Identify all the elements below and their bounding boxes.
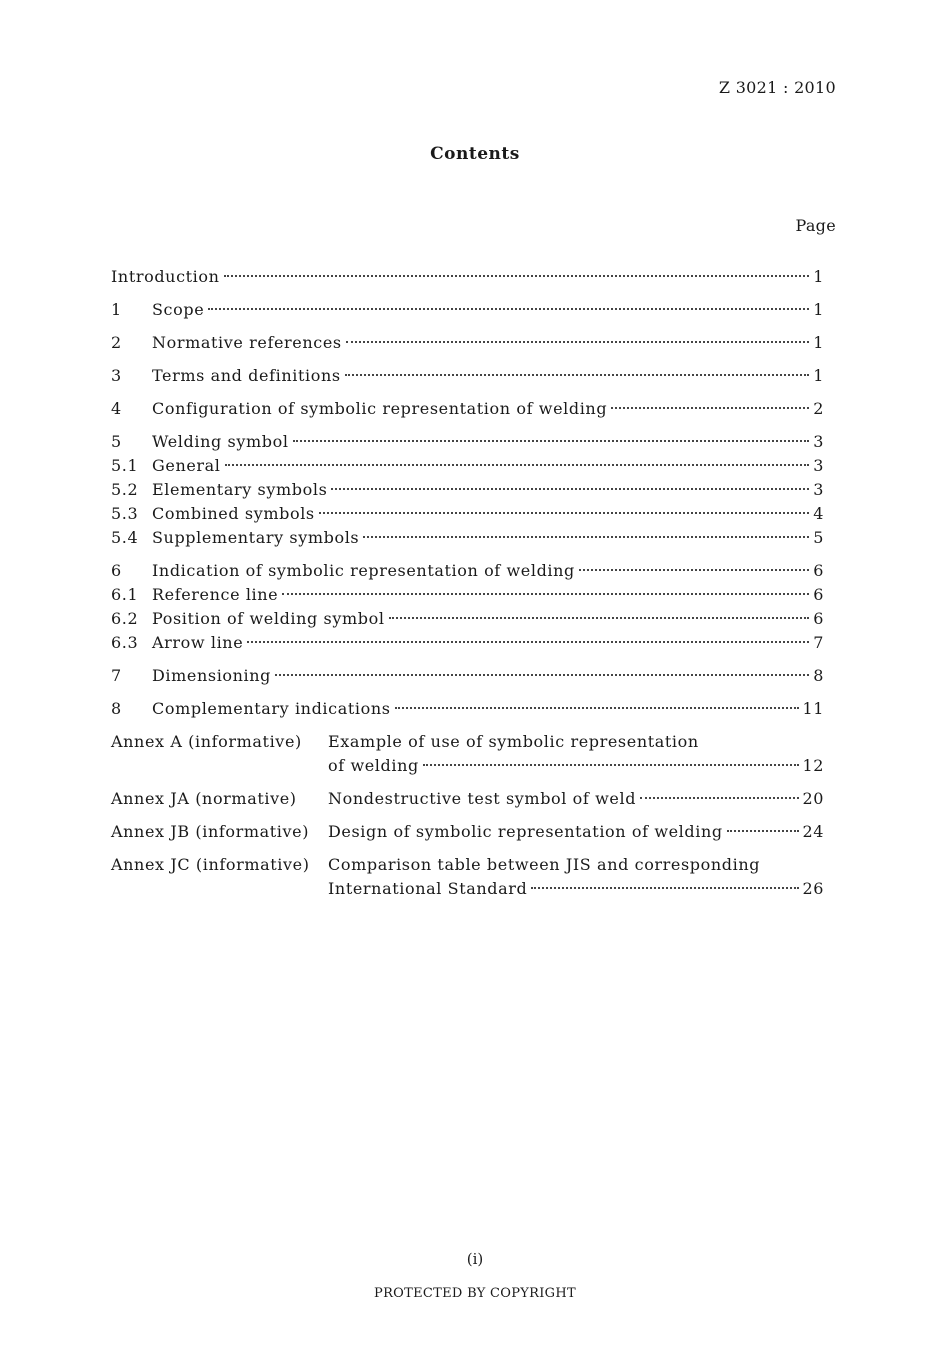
toc-number: 5: [111, 432, 122, 451]
toc-label: Elementary symbols: [152, 480, 328, 499]
toc-number: 2: [111, 333, 122, 352]
toc-entry-arrow-line[interactable]: [111, 631, 824, 655]
toc-entry-elementary-symbols[interactable]: [111, 478, 824, 502]
toc-label: Arrow line: [152, 633, 244, 652]
toc-label: Welding symbol: [152, 432, 289, 451]
toc-page: 11: [802, 699, 824, 718]
toc-page: 6: [813, 585, 824, 604]
dot-leader: [611, 407, 809, 409]
toc-page: 5: [813, 528, 824, 547]
toc-label: Scope: [152, 300, 205, 319]
toc-label: Supplementary symbols: [152, 528, 360, 547]
toc-entry-dimensioning[interactable]: [111, 664, 824, 688]
toc-page: 1: [813, 333, 824, 352]
toc-page: 3: [813, 480, 824, 499]
copyright-notice: PROTECTED BY COPYRIGHT: [374, 1286, 576, 1301]
document-id: Z 3021 : 2010: [718, 78, 836, 97]
dot-leader: [247, 641, 809, 643]
page-column-header: Page: [795, 216, 836, 235]
toc-label: Terms and definitions: [152, 366, 341, 385]
toc-number: 1: [111, 300, 122, 319]
toc-entry-general[interactable]: [111, 454, 824, 478]
toc-number: 6.3: [111, 633, 139, 652]
toc-entry-annex-ja[interactable]: [111, 787, 824, 811]
dot-leader: [293, 440, 809, 442]
dot-leader: [640, 797, 799, 799]
toc-page: 3: [813, 456, 824, 475]
toc-label: Nondestructive test symbol of weld: [328, 789, 637, 808]
toc-page: 1: [813, 267, 824, 286]
dot-leader: [363, 536, 809, 538]
toc-entry-terms-definitions[interactable]: [111, 364, 824, 388]
dot-leader: [579, 569, 809, 571]
toc-label: Combined symbols: [152, 504, 315, 523]
dot-leader: [282, 593, 809, 595]
annex-name: Annex JC (informative): [111, 855, 310, 874]
toc-entry-annex-a-continued[interactable]: [111, 754, 824, 778]
dot-leader: [225, 464, 809, 466]
annex-name: Annex JA (normative): [111, 789, 297, 808]
footer-page-number: (i): [466, 1250, 484, 1268]
toc-number: 6.1: [111, 585, 139, 604]
toc-entry-annex-jc-continued[interactable]: [111, 877, 824, 901]
dot-leader: [346, 341, 809, 343]
dot-leader: [319, 512, 809, 514]
toc-page: 6: [813, 609, 824, 628]
toc-label: General: [152, 456, 221, 475]
dot-leader: [224, 275, 809, 277]
toc-entry-welding-symbol[interactable]: [111, 430, 824, 454]
toc-label: Configuration of symbolic representation of welding: [152, 399, 608, 418]
dot-leader: [331, 488, 809, 490]
toc-entry-complementary-indications[interactable]: [111, 697, 824, 721]
dot-leader: [727, 830, 800, 832]
toc-number: 5.1: [111, 456, 139, 475]
toc-number: 5.3: [111, 504, 139, 523]
toc-label: Example of use of symbolic representation: [328, 732, 699, 751]
toc-page: 26: [802, 879, 824, 898]
dot-leader: [389, 617, 809, 619]
page-title: Contents: [430, 144, 520, 164]
toc-entry-annex-jc[interactable]: [111, 853, 824, 877]
toc-page: 1: [813, 300, 824, 319]
toc-page: 12: [802, 756, 824, 775]
toc-entry-reference-line[interactable]: [111, 583, 824, 607]
toc-label: Position of welding symbol: [152, 609, 385, 628]
dot-leader: [275, 674, 809, 676]
toc-entry-supplementary-symbols[interactable]: [111, 526, 824, 550]
toc-number: 5.4: [111, 528, 139, 547]
toc-label: Indication of symbolic representation of welding: [152, 561, 575, 580]
toc-label: Dimensioning: [152, 666, 272, 685]
toc-entry-annex-jb[interactable]: [111, 820, 824, 844]
toc-entry-indication[interactable]: [111, 559, 824, 583]
toc-label: Complementary indications: [152, 699, 391, 718]
toc-label: Design of symbolic representation of welding: [328, 822, 723, 841]
dot-leader: [208, 308, 809, 310]
toc-label: Reference line: [152, 585, 279, 604]
toc-number: 5.2: [111, 480, 139, 499]
toc-page: 2: [813, 399, 824, 418]
dot-leader: [531, 887, 799, 889]
toc-label: of welding: [328, 756, 419, 775]
toc-page: 6: [813, 561, 824, 580]
toc-label: Normative references: [152, 333, 342, 352]
toc-label: International Standard: [328, 879, 528, 898]
toc-number: 7: [111, 666, 122, 685]
toc-entry-combined-symbols[interactable]: [111, 502, 824, 526]
toc-entry-normative-references[interactable]: [111, 331, 824, 355]
toc-label: Comparison table between JIS and corresponding: [328, 855, 761, 874]
annex-name: Annex JB (informative): [111, 822, 310, 841]
toc-page: 1: [813, 366, 824, 385]
toc-page: 3: [813, 432, 824, 451]
toc-entry-position-welding-symbol[interactable]: [111, 607, 824, 631]
dot-leader: [423, 764, 800, 766]
toc-page: 24: [802, 822, 824, 841]
toc-number: 8: [111, 699, 122, 718]
toc-number: 3: [111, 366, 122, 385]
toc-number: 4: [111, 399, 122, 418]
toc-entry-configuration[interactable]: [111, 397, 824, 421]
toc-entry-introduction[interactable]: [111, 265, 824, 289]
toc-page: 4: [813, 504, 824, 523]
dot-leader: [345, 374, 809, 376]
table-of-contents: [111, 265, 824, 901]
dot-leader: [395, 707, 800, 709]
toc-page: 20: [802, 789, 824, 808]
toc-page: 8: [813, 666, 824, 685]
toc-label: Introduction: [111, 267, 220, 286]
toc-entry-scope[interactable]: [111, 298, 824, 322]
annex-name: Annex A (informative): [111, 732, 302, 751]
toc-number: 6.2: [111, 609, 139, 628]
toc-entry-annex-a[interactable]: [111, 730, 824, 754]
toc-number: 6: [111, 561, 122, 580]
toc-page: 7: [813, 633, 824, 652]
